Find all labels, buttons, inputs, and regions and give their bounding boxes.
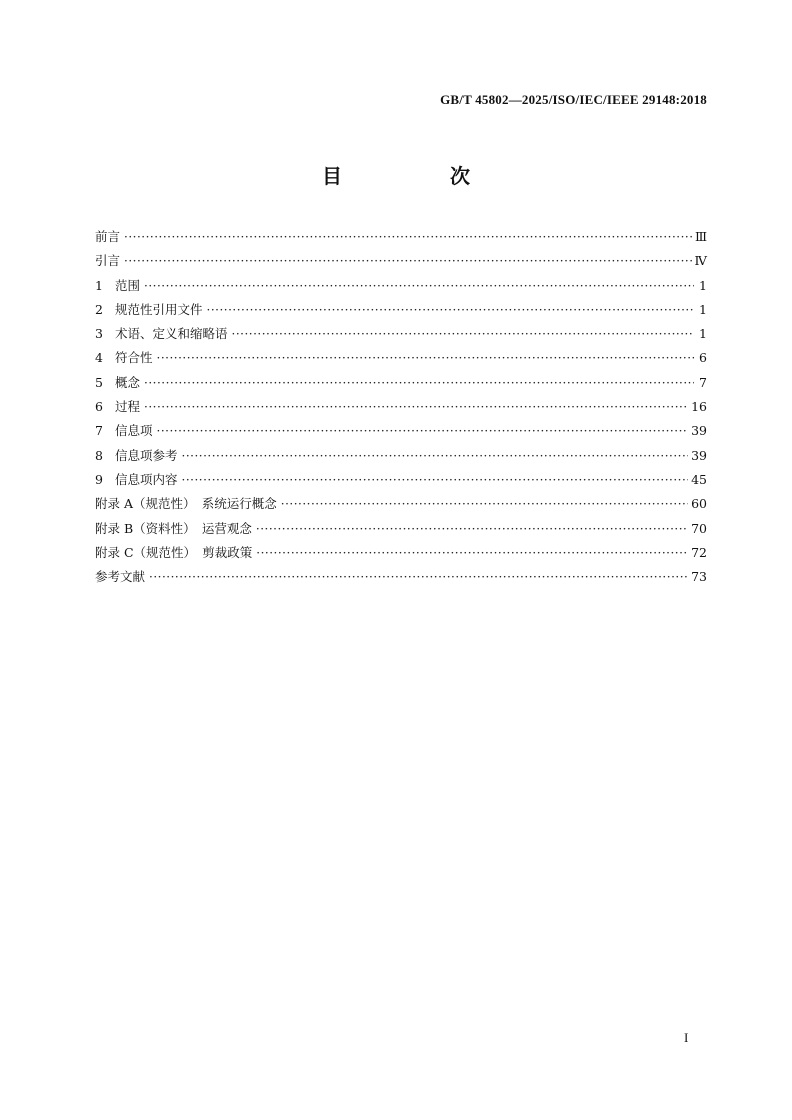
toc-entry-page: 6	[699, 350, 707, 366]
toc-dot-leader	[182, 473, 689, 487]
toc-entry-annex-c[interactable]	[95, 543, 707, 567]
toc-entry-page: 45	[691, 471, 707, 487]
toc-dot-leader	[124, 254, 691, 268]
toc-entry-page: 1	[699, 301, 707, 317]
toc-dot-leader	[281, 497, 688, 511]
toc-dot-leader	[144, 400, 688, 414]
toc-entry-label: 范围	[115, 277, 141, 293]
toc-entry-4[interactable]	[95, 348, 707, 372]
toc-entry-label: 过程	[115, 399, 141, 415]
toc-entry-page: 7	[699, 374, 707, 390]
page-number: I	[684, 1030, 689, 1045]
toc-dot-leader	[256, 546, 688, 560]
toc-entry-number: 6	[95, 399, 103, 415]
toc-entry-label: 规范性引用文件	[115, 301, 203, 317]
toc-entry-label: 附录 A（规范性） 系统运行概念	[95, 496, 277, 512]
toc-entry-5[interactable]	[95, 373, 707, 397]
toc-entry-annex-b[interactable]	[95, 519, 707, 543]
toc-entry-page: 72	[691, 544, 707, 560]
toc-entry-page: 39	[691, 423, 707, 439]
toc-entry-page: 1	[699, 326, 707, 342]
standard-code: GB/T 45802—2025/ISO/IEC/IEEE 29148:2018	[440, 92, 707, 107]
toc-entry-page: 1	[699, 277, 707, 293]
toc-dot-leader	[149, 570, 688, 584]
toc-entry-bibliography[interactable]	[95, 567, 707, 591]
toc-entry-label: 信息项内容	[115, 471, 178, 487]
toc-entry-label: 附录 B（资料性） 运营观念	[95, 520, 252, 536]
toc-entry-number: 1	[95, 277, 103, 293]
toc-dot-leader	[144, 376, 694, 390]
toc-dot-leader	[182, 449, 689, 463]
toc-entry-label: 参考文献	[95, 569, 146, 585]
toc-entry-page: 70	[691, 520, 707, 536]
toc-dot-leader	[157, 424, 689, 438]
toc-entry-page: 60	[691, 496, 707, 512]
toc-entry-number: 7	[95, 423, 103, 439]
toc-entry-3[interactable]	[95, 324, 707, 348]
toc-entry-7[interactable]	[95, 421, 707, 445]
toc-entry-1[interactable]	[95, 276, 707, 300]
toc-entry-2[interactable]	[95, 300, 707, 324]
toc-entry-number: 9	[95, 471, 103, 487]
toc-entry-label: 前言	[95, 229, 121, 244]
toc-entry-6[interactable]	[95, 397, 707, 421]
toc-entry-page: 16	[691, 399, 707, 415]
toc-entry-label: 信息项	[115, 423, 153, 439]
toc-entry-label: 概念	[115, 374, 141, 390]
toc-entry-9[interactable]	[95, 470, 707, 494]
toc-entry-number: 8	[95, 447, 103, 463]
toc-entry-number: 4	[95, 350, 103, 366]
toc-entry-number: 2	[95, 301, 103, 317]
toc-entry-number: 5	[95, 374, 103, 390]
page-title: 目 次	[322, 164, 514, 188]
toc-entry-introduction[interactable]	[95, 251, 707, 275]
toc-entry-annex-a[interactable]	[95, 494, 707, 518]
toc-entry-8[interactable]	[95, 446, 707, 470]
toc-entry-foreword[interactable]	[95, 227, 707, 251]
toc-entry-label: 术语、定义和缩略语	[115, 326, 228, 342]
table-of-contents	[95, 227, 707, 591]
toc-dot-leader	[256, 522, 688, 536]
toc-entry-label: 引言	[95, 253, 121, 269]
toc-entry-label: 符合性	[115, 350, 153, 366]
toc-entry-label: 附录 C（规范性） 剪裁政策	[95, 544, 253, 560]
toc-dot-leader	[207, 303, 694, 317]
toc-entry-label: 信息项参考	[115, 447, 178, 463]
toc-entry-page: Ⅲ	[694, 229, 707, 244]
toc-entry-number: 3	[95, 326, 103, 342]
toc-dot-leader	[157, 351, 694, 365]
toc-dot-leader	[124, 230, 692, 244]
toc-entry-page: 73	[691, 569, 707, 585]
toc-dot-leader	[144, 279, 694, 293]
toc-dot-leader	[232, 327, 694, 341]
toc-entry-page: Ⅳ	[694, 253, 707, 269]
toc-entry-page: 39	[691, 447, 707, 463]
